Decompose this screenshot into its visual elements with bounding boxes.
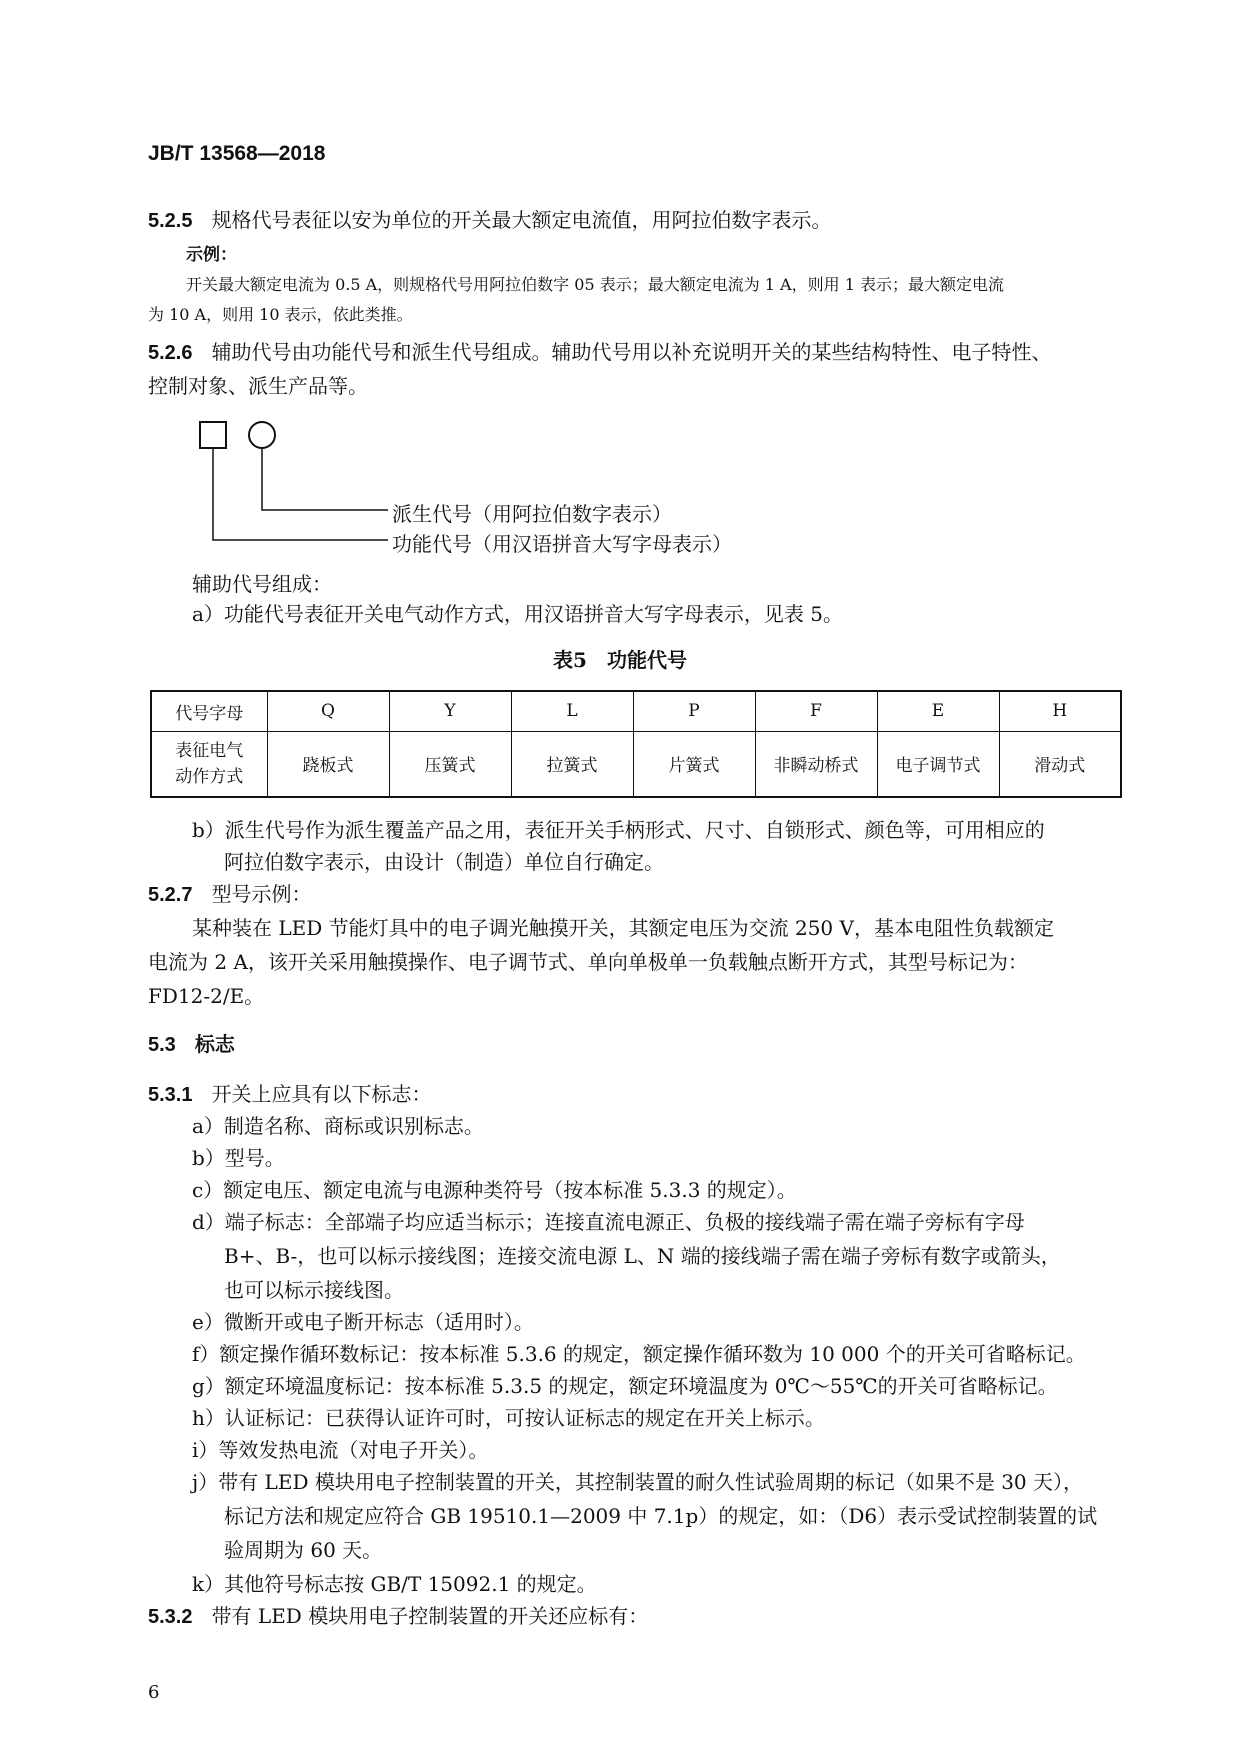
clause-5-2-5 (148, 204, 832, 233)
function-code-leader (213, 448, 388, 540)
code-cell: E (877, 691, 999, 731)
clause-5-3-2 (148, 1600, 648, 1629)
clause-title: 开关上应具有以下标志： (211, 1082, 432, 1106)
mark-item-d-line-2: B+、B-，也可以标示接线图；连接交流电源 L、N 端的接线端子需在端子旁标有数字或箭头， (224, 1244, 1061, 1268)
mode-cell: 拉簧式 (511, 731, 633, 797)
table-caption: 表5 功能代号 (553, 648, 687, 672)
mark-item-d-line-1: d）端子标志：全部端子均应适当标示；连接直流电源正、负极的接线端子需在端子旁标有字母 (192, 1210, 1025, 1234)
mark-item-c: c）额定电压、额定电流与电源种类符号（按本标准 5.3.3 的规定）。 (192, 1178, 797, 1202)
clause-text: 规格代号表征以安为单位的开关最大额定电流值，用阿拉伯数字表示。 (211, 208, 832, 232)
list-item-a: a）功能代号表征开关电气动作方式，用汉语拼音大写字母表示，见表 5。 (192, 602, 844, 626)
mode-cell: 压簧式 (389, 731, 511, 797)
mode-cell: 非瞬动桥式 (755, 731, 877, 797)
code-cell: F (755, 691, 877, 731)
function-code-box (200, 422, 226, 448)
derived-code-label: 派生代号（用阿拉伯数字表示） (392, 502, 672, 526)
page-number: 6 (148, 1682, 160, 1703)
code-cell: Y (389, 691, 511, 731)
list-item-b-line-1: b）派生代号作为派生覆盖产品之用，表征开关手柄形式、尺寸、自锁形式、颜色等，可用相应的 (192, 818, 1045, 842)
example-line-1: 开关最大额定电流为 0.5 A，则规格代号用阿拉伯数字 05 表示；最大额定电流为 1 A，则用 1 表示；最大额定电流 (186, 275, 1004, 294)
list-item-b-line-2: 阿拉伯数字表示，由设计（制造）单位自行确定。 (224, 850, 664, 874)
mark-item-d-line-3: 也可以标示接线图。 (224, 1278, 404, 1302)
example-line-2: 为 10 A，则用 10 表示，依此类推。 (148, 305, 413, 324)
mark-item-a: a）制造名称、商标或识别标志。 (192, 1114, 484, 1138)
section-title: 标志 (194, 1032, 235, 1056)
example-text-line-1: 某种装在 LED 节能灯具中的电子调光触摸开关，其额定电压为交流 250 V，基本电阻性负载额定 (192, 916, 1054, 940)
mark-item-k: k）其他符号标志按 GB/T 15092.1 的规定。 (192, 1572, 597, 1596)
mark-item-g: g）额定环境温度标记：按本标准 5.3.5 的规定，额定环境温度为 0℃～55℃的开关可省略标记。 (192, 1374, 1058, 1398)
function-code-label: 功能代号（用汉语拼音大写字母表示） (392, 532, 732, 556)
clause-5-2-6-line-2: 控制对象、派生产品等。 (148, 374, 368, 398)
example-label: 示例： (186, 245, 237, 265)
clause-text-line-1: 辅助代号由功能代号和派生代号组成。辅助代号用以补充说明开关的某些结构特性、电子特性、 (211, 340, 1052, 364)
mark-item-j-line-3: 验周期为 60 天。 (224, 1538, 383, 1562)
derived-code-leader (262, 448, 388, 510)
clause-5-2-7 (148, 878, 312, 907)
clause-number: 5.3.1 (148, 1084, 193, 1106)
table-row (151, 731, 1121, 797)
mark-item-f: f）额定操作循环数标记：按本标准 5.3.6 的规定，额定操作循环数为 10 000 个的开关可省略标记。 (192, 1342, 1086, 1366)
mode-cell: 滑动式 (999, 731, 1121, 797)
clause-text: 带有 LED 模块用电子控制装置的开关还应标有： (211, 1604, 649, 1628)
document-number: JB/T 13568—2018 (148, 142, 326, 165)
code-cell: Q (267, 691, 389, 731)
mark-item-j-line-2: 标记方法和规定应符合 GB 19510.1—2009 中 7.1p）的规定，如：（D6）表示受试控制装置的试 (224, 1504, 1098, 1528)
mode-cell: 片簧式 (633, 731, 755, 797)
mark-item-j-line-1: j）带有 LED 模块用电子控制装置的开关，其控制装置的耐久性试验周期的标记（如果不是 30 天）， (192, 1470, 1083, 1494)
row-header-action-mode (151, 731, 267, 797)
code-cell: P (633, 691, 755, 731)
clause-number: 5.2.6 (148, 342, 193, 364)
mode-cell: 跷板式 (267, 731, 389, 797)
clause-number: 5.2.5 (148, 210, 193, 232)
example-text-line-2: 电流为 2 A，该开关采用触摸操作、电子调节式、单向单极单一负载触点断开方式，其型号标记为： (148, 950, 1028, 974)
mark-item-h: h）认证标记：已获得认证许可时，可按认证标志的规定在开关上标示。 (192, 1406, 825, 1430)
mark-item-b: b）型号。 (192, 1146, 285, 1170)
row-header-line-2: 动作方式 (175, 766, 244, 787)
clause-title: 型号示例： (211, 882, 312, 906)
clause-5-2-6 (148, 336, 1052, 365)
derived-code-circle (249, 422, 275, 448)
section-5-3 (148, 1028, 235, 1057)
row-header-code-letter: 代号字母 (151, 691, 267, 731)
clause-number: 5.3.2 (148, 1606, 193, 1628)
clause-number: 5.2.7 (148, 884, 193, 906)
code-structure-diagram (190, 412, 390, 552)
section-number: 5.3 (148, 1034, 176, 1056)
code-cell: H (999, 691, 1121, 731)
aux-code-title: 辅助代号组成： (192, 572, 332, 596)
mark-item-i: i）等效发热电流（对电子开关）。 (192, 1438, 489, 1462)
example-text-line-3: FD12-2/E。 (148, 984, 265, 1008)
code-cell: L (511, 691, 633, 731)
clause-5-3-1 (148, 1078, 432, 1107)
function-code-table (150, 690, 1122, 798)
table-row (151, 691, 1121, 731)
row-header-line-1: 表征电气 (175, 740, 244, 761)
mark-item-e: e）微断开或电子断开标志（适用时）。 (192, 1310, 534, 1334)
mode-cell: 电子调节式 (877, 731, 999, 797)
